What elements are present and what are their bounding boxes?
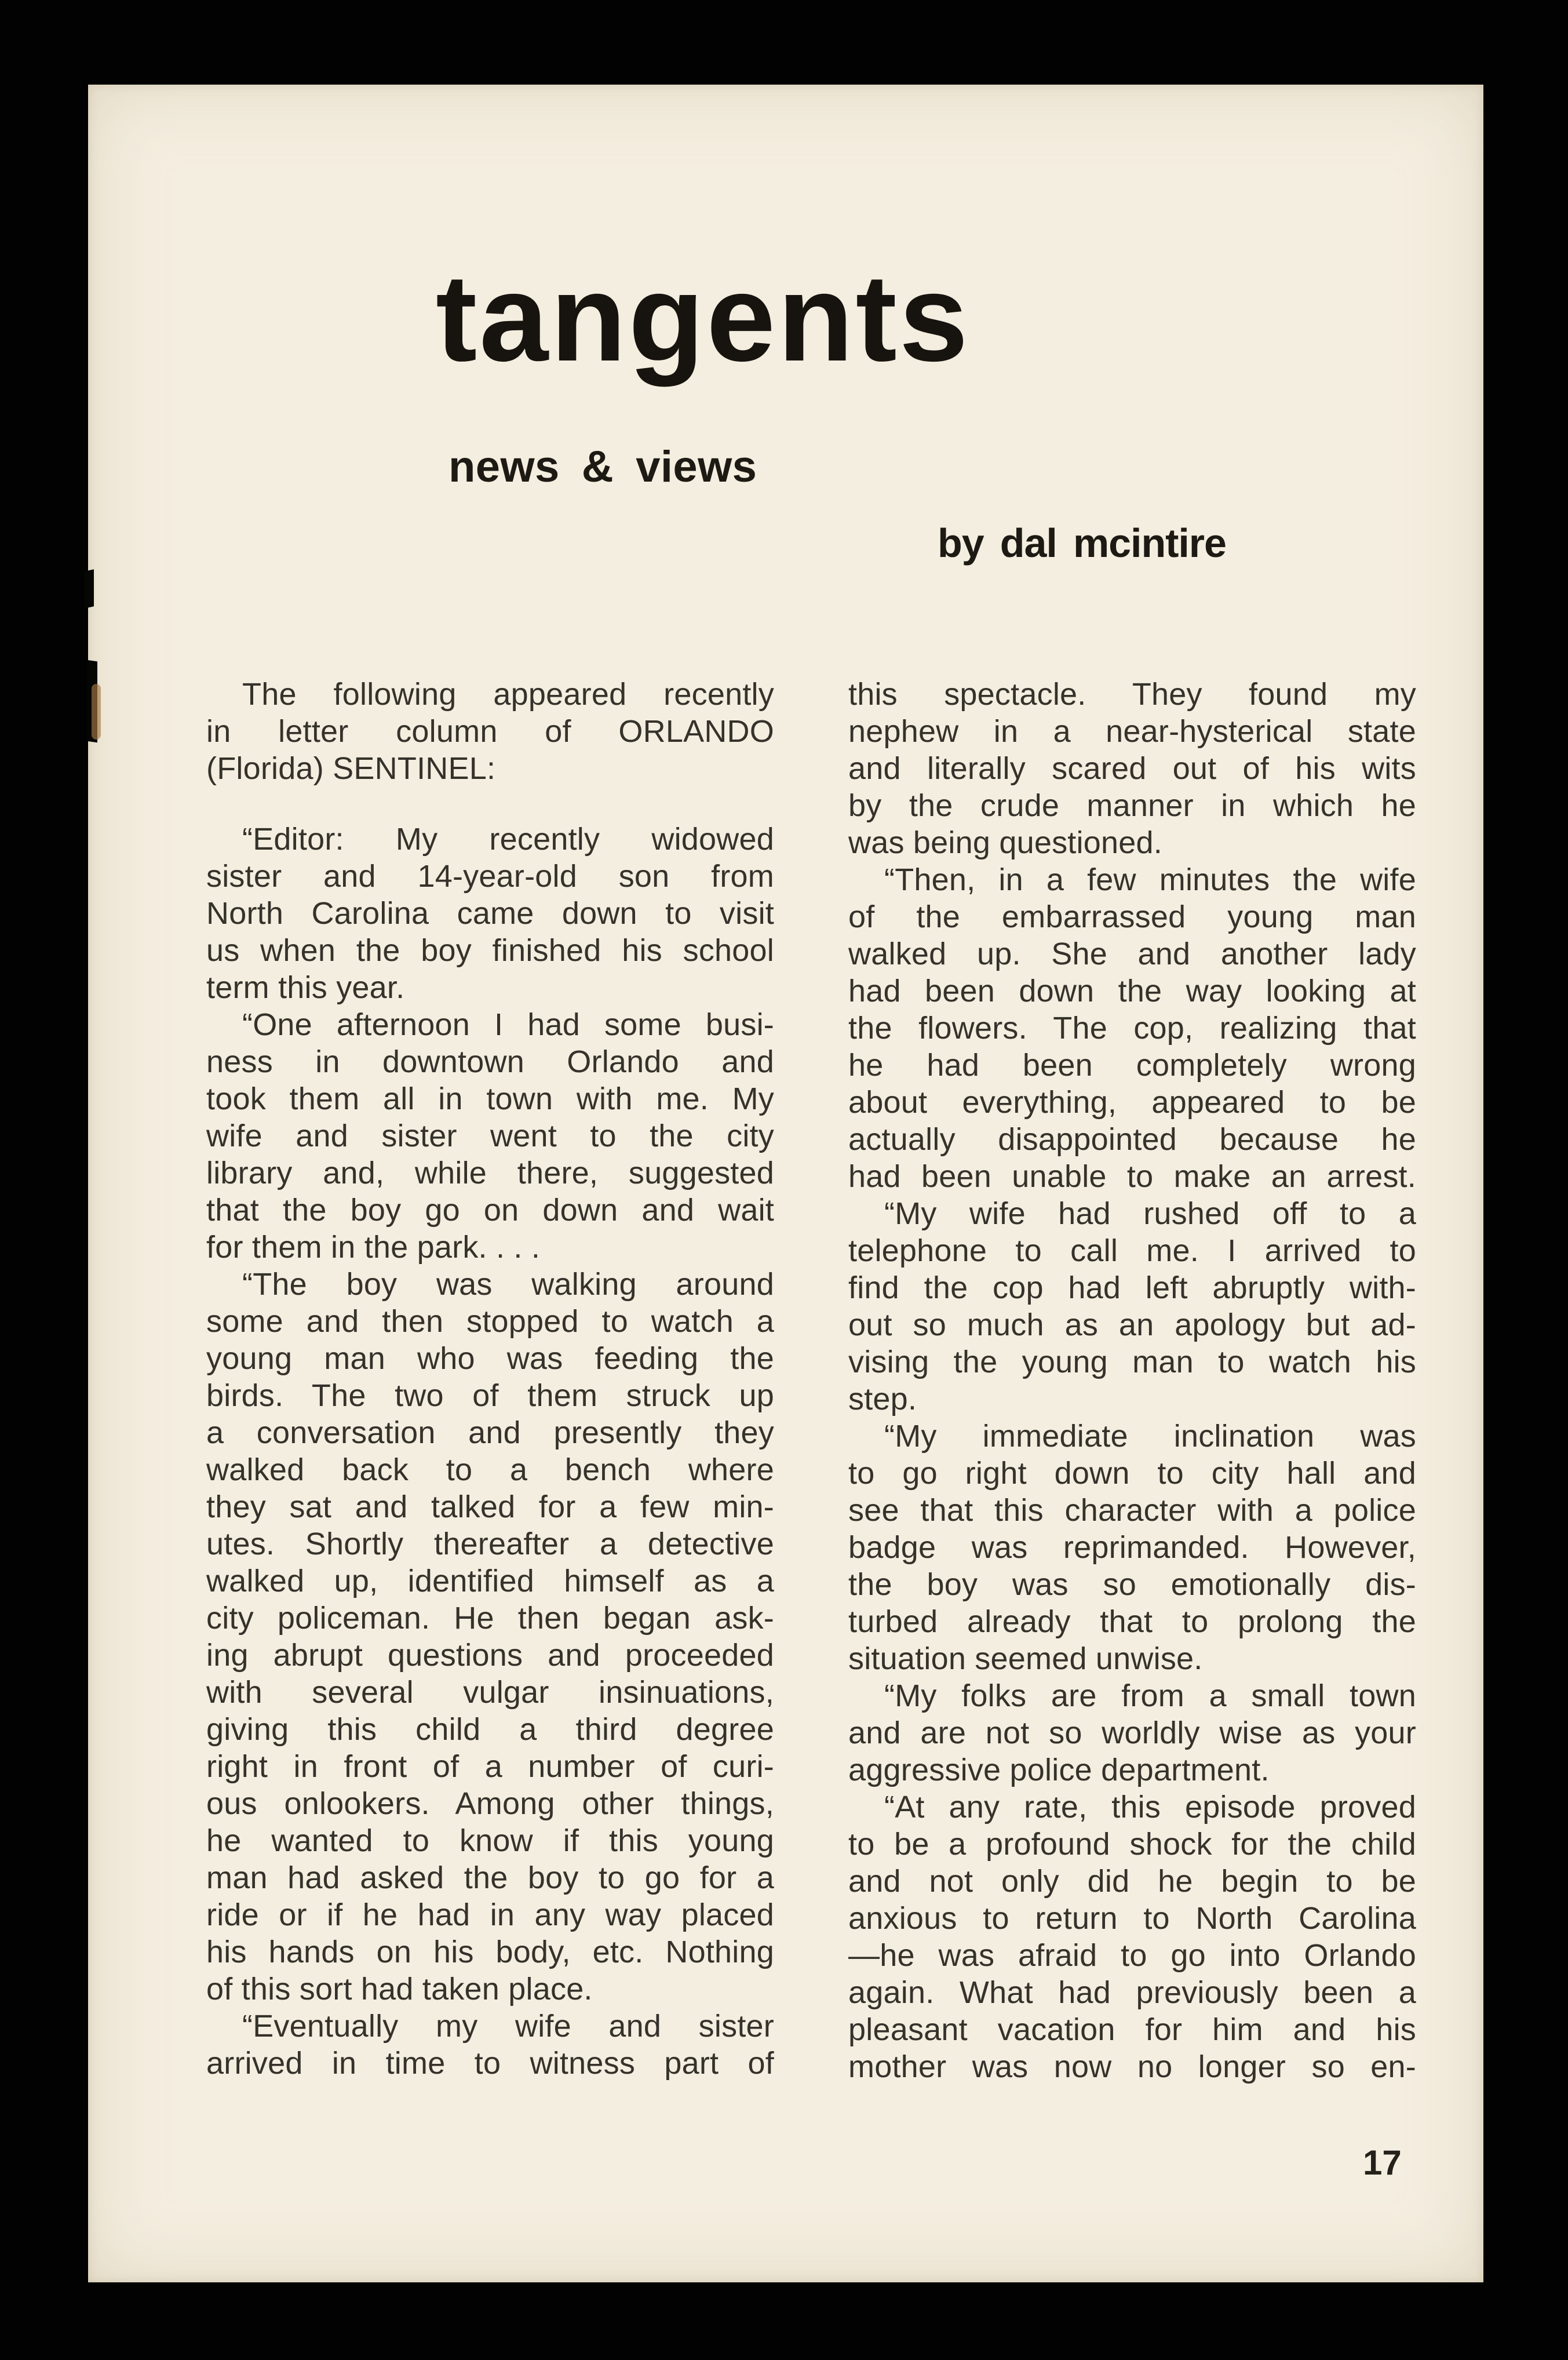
text-line: see that this character with a police (848, 1493, 1416, 1528)
text-line: right in front of a number of curi- (206, 1749, 774, 1784)
text-line: “One afternoon I had some busi- (242, 1007, 774, 1042)
text-line: to be a profound shock for the child (848, 1827, 1416, 1862)
text-line: a conversation and presently they (206, 1415, 774, 1450)
text-line: ride or if he had in any way placed (206, 1898, 774, 1932)
text-line: “My wife had rushed off to a (884, 1196, 1416, 1231)
text-line: that the boy go on down and wait (206, 1193, 774, 1228)
text-line: the boy was so emotionally dis- (848, 1567, 1416, 1602)
text-line: vising the young man to watch his (848, 1345, 1416, 1379)
page-number: 17 (1363, 2143, 1402, 2182)
text-line: he wanted to know if this young (206, 1823, 774, 1858)
text-line: The following appeared recently (242, 677, 774, 712)
paper-edge-tear (85, 569, 94, 608)
text-line: “Eventually my wife and sister (242, 2009, 774, 2044)
text-line: of the embarrassed young man (848, 899, 1416, 934)
text-line: sister and 14-year-old son from (206, 859, 774, 894)
text-line: walked up. She and another lady (848, 937, 1416, 971)
text-line: man had asked the boy to go for a (206, 1860, 774, 1895)
text-line: “My folks are from a small town (884, 1678, 1416, 1713)
magazine-subtitle: news & views (448, 442, 757, 491)
paper-edge-smudge (92, 684, 101, 740)
text-line: pleasant vacation for him and his (848, 2012, 1416, 2047)
text-line: by the crude manner in which he (848, 788, 1416, 823)
text-line: the flowers. The cop, realizing that (848, 1011, 1416, 1046)
text-line: utes. Shortly thereafter a detective (206, 1527, 774, 1561)
text-line: in letter column of ORLANDO (206, 714, 774, 749)
text-line: (Florida) SENTINEL: (206, 751, 496, 786)
text-line: “The boy was walking around (242, 1267, 774, 1302)
magazine-title: tangents (436, 249, 971, 387)
text-line: out so much as an apology but ad- (848, 1308, 1416, 1342)
text-line: nephew in a near-hysterical state (848, 714, 1416, 749)
text-line: mother was now no longer so en- (848, 2049, 1416, 2084)
text-line: “My immediate inclination was (884, 1419, 1416, 1454)
text-line: his hands on his body, etc. Nothing (206, 1935, 774, 1969)
text-line: this spectacle. They found my (848, 677, 1416, 712)
text-line: actually disappointed because he (848, 1122, 1416, 1157)
text-line: telephone to call me. I arrived to (848, 1233, 1416, 1268)
text-line: term this year. (206, 970, 405, 1005)
text-line: turbed already that to prolong the (848, 1604, 1416, 1639)
text-line: again. What had previously been a (848, 1975, 1416, 2010)
text-line: he had been completely wrong (848, 1048, 1416, 1083)
text-line: walked back to a bench where (206, 1452, 774, 1487)
text-line: about everything, appeared to be (848, 1085, 1416, 1120)
article-column-right (848, 676, 1416, 2085)
text-line: step. (848, 1382, 917, 1416)
text-line: —he was afraid to go into Orlando (848, 1938, 1416, 1973)
text-line: with several vulgar insinuations, (206, 1675, 774, 1710)
text-line: ness in downtown Orlando and (206, 1044, 774, 1079)
text-line: aggressive police department. (848, 1753, 1270, 1787)
text-line: birds. The two of them struck up (206, 1378, 774, 1413)
text-line: and literally scared out of his wits (848, 751, 1416, 786)
text-line: situation seemed unwise. (848, 1641, 1203, 1676)
magazine-page (88, 85, 1483, 2282)
text-line: and not only did he begin to be (848, 1864, 1416, 1899)
text-line: city policeman. He then began ask- (206, 1601, 774, 1636)
text-line: had been unable to make an arrest. (848, 1159, 1416, 1194)
text-line: anxious to return to North Carolina (848, 1901, 1416, 1936)
text-line: took them all in town with me. My (206, 1081, 774, 1116)
text-line: and are not so worldly wise as your (848, 1716, 1416, 1750)
article-column-left (206, 676, 774, 2082)
text-line: “Editor: My recently widowed (242, 822, 774, 857)
text-line: for them in the park. . . . (206, 1230, 541, 1265)
text-line: “Then, in a few minutes the wife (884, 862, 1416, 897)
text-line: of this sort had taken place. (206, 1972, 593, 2006)
text-line: arrived in time to witness part of (206, 2046, 774, 2081)
text-line: “At any rate, this episode proved (884, 1790, 1416, 1824)
text-line: wife and sister went to the city (206, 1119, 774, 1153)
text-line: some and then stopped to watch a (206, 1304, 774, 1339)
text-line: badge was reprimanded. However, (848, 1530, 1416, 1565)
text-line: was being questioned. (848, 825, 1162, 860)
text-line: had been down the way looking at (848, 974, 1416, 1008)
text-line: walked up, identified himself as a (206, 1564, 774, 1598)
text-line: find the cop had left abruptly with- (848, 1270, 1416, 1305)
text-line: ing abrupt questions and proceeded (206, 1638, 774, 1673)
text-line: they sat and talked for a few min- (206, 1489, 774, 1524)
line-spacer (206, 787, 774, 821)
text-line: ous onlookers. Among other things, (206, 1786, 774, 1821)
text-line: us when the boy finished his school (206, 933, 774, 968)
text-line: giving this child a third degree (206, 1712, 774, 1747)
author-byline: by dal mcintire (938, 520, 1226, 566)
text-line: young man who was feeding the (206, 1341, 774, 1376)
text-line: to go right down to city hall and (848, 1456, 1416, 1491)
text-line: library and, while there, suggested (206, 1156, 774, 1190)
text-line: North Carolina came down to visit (206, 896, 774, 931)
